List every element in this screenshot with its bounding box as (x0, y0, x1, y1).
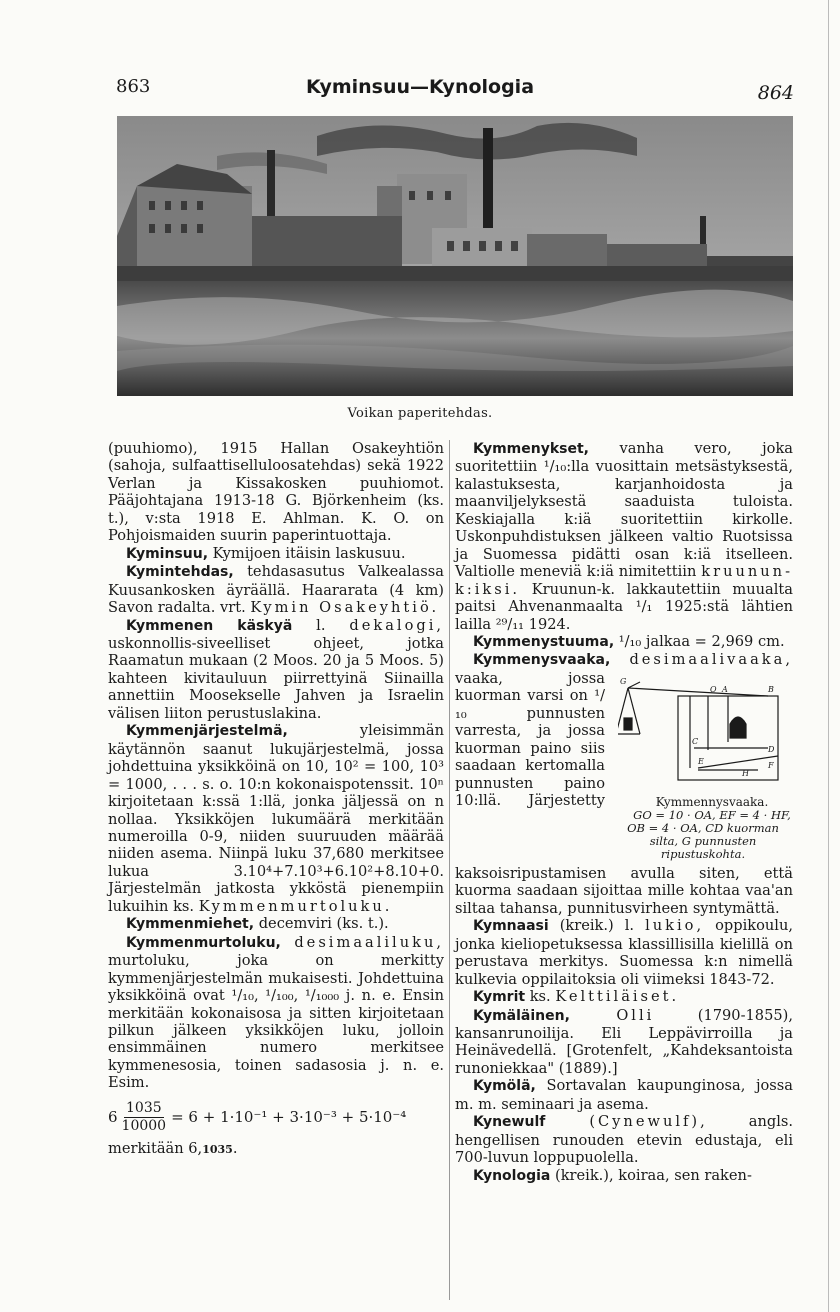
page-number-left: 863 (116, 76, 151, 97)
entry-kymmenykset: Kymmenykset, vanha vero, joka suoritettiin ¹/₁₀:lla vuosittain metsästyksestä, kalastuksesta, karjanhoidosta ja maanviljelyksestä saaduista tuloista. Keskiajalla k:iä suoritettiin kirkolle. Uskonpuhdistuksen jälkeen valtio Ruotsissa ja Suomessa pidätti osan k:iä itselleen. Valtiolle meneviä k:iä nimitettiin kruunun-k:iksi. Kruunun-k. lakkautettiin muualta paitsi Ahvenanmaalta ¹/₁ 1925:stä lähtien lailla ²⁹/₁₁ 1924. (455, 440, 793, 633)
entry-kymmenysvaaka: Kymmenysvaaka, desimaalivaaka, G O A B E D C F H Kymmennysvaaka. GO = 10 · OA, EF = 4 · HF, OB = 4 · OA, CD kuorman silta, G punnusten ripustuskohta. vaaka, jossa kuorman varsi on ¹/₁₀ punnusten varresta, ja jossa kuorman paino siis saadaan kertomalla punnusten paino 10:llä. Järjestetty kaksoisripustamisen avulla siten, että kuorma saadaan sijoittaa mille kohtaa vaa'an siltaa tahansa, punnitusvirheen syntymättä. (455, 651, 793, 917)
page-title: Kyminsuu—Kynologia (305, 76, 535, 98)
entry-kymmenmiehet: Kymmenmiehet, decemviri (ks. t.). (126, 915, 389, 933)
entry-kymmenystuuma: Kymmenystuuma, ¹/₁₀ jalkaa = 2,969 cm. (473, 632, 785, 650)
entry-kymmenmurtoluku: Kymmenmurtoluku, desimaaliluku, murtoluku, joka on merkitty kymmenjärjestelmän mukaisesti. Johdettuina yksikköinä ovat ¹/₁₀, ¹/₁₀₀, ¹/₁₀₀₀ j. n. e. Ensin merkitään kokonaisosa ja sitten kirjoitetaan pilkun jälkeen yksikköjen luku, jolloin ensimmäinen numero merkitsee kymmenesosia, toinen sadasosia j. n. e. Esim. (108, 933, 444, 1092)
scale-figure (613, 672, 793, 861)
entry-kymmenen-kaskya: Kymmenen käskyä l. dekalogi, uskonnollis-siveelliset ohjeet, jotka Raamatun mukaan (2 Moos. 20 ja 5 Moos. 5) kahteen kivitauluun piirrettyinä Siinailla annettiin Moosekselle Jahven ja Israelin välisen liiton perustuslakina. (108, 616, 444, 722)
figure-title: Kymmennysvaaka. (655, 794, 769, 809)
entry-kymintehdas: Kymintehdas, tehdasasutus Valkealassa Kuusankosken äyräällä. Haararata (4 km) Savon radalta. vrt. Kymin Osakeyhtiö. (108, 563, 444, 617)
running-head (0, 74, 840, 104)
scale-diagram (618, 672, 788, 792)
svg-text:A: A (722, 684, 728, 694)
right-column (455, 440, 793, 1185)
entry-kynologia: Kynologia (kreik.), koiraa, sen raken- (473, 1166, 752, 1184)
figure-caption: GO = 10 · OA, EF = 4 · HF, OB = 4 · OA, CD kuorman silta, G punnusten ripustuskohta. (627, 807, 791, 861)
svg-text:G: G (620, 676, 627, 686)
factory-photo (117, 116, 793, 396)
svg-text:D: D (768, 744, 775, 754)
formula-fraction: $\frac{1035}{10000}$ (121, 1099, 167, 1135)
svg-text:C: C (692, 736, 699, 746)
svg-text:B: B (768, 684, 774, 694)
entry-kyminsuu: Kyminsuu, Kymijoen itäisin laskusuu. (126, 544, 406, 562)
entry-kymalainen: Kymäläinen, Olli (1790-1855), kansanrunoilija. Eli Leppävirroilla ja Heinävedellä. [Grotenfelt, „Kahdeksantoista runoniekkaa" (1889).] (455, 1006, 793, 1077)
svg-text:F: F (768, 760, 774, 770)
page-number-right: 864 (757, 82, 794, 104)
entry-kymmenjarjestelma: Kymmenjärjestelmä, yleisimmän käytännön saanut lukujärjestelmä, jossa johdettuina yksikköinä on 10, 10² = 100, 10³ = 1000, . . . s. o. 10:n kokonaispotenssit. 10ⁿ kirjoitetaan k:ssä 1:llä, jonka jäljessä on n nollaa. Yksikköjen lukumäärä merkitään numeroilla 0-9, niiden suuruuden määrää niiden asema. Niinpä luku 37,680 merkitsee lukua 3.10⁴+7.10³+6.10²+8.10+0. Järjestelmän jatkosta ykköstä pienempiin lukuihin ks. Kymmenmurtoluku. (108, 722, 444, 915)
svg-text:H: H (742, 768, 749, 778)
entry-kynewulf: Kynewulf (Cynewulf), angls. hengellisen runouden etevin edustaja, eli 700-luvun loppupuolella. (455, 1113, 793, 1167)
page-edge-right (828, 0, 829, 1312)
paragraph-continued: (puuhiomo), 1915 Hallan Osakeyhtiön (sahoja, sulfaattiselluloosatehdas) sekä 1922 Verlan ja Kissakosken puuhiomot. Pääjohtajana 1913-18 G. Björkenheim (ks. t.), v:sta 1918 E. Ahlman. K. O. on Pohjoismaiden suurin paperintuottaja. (108, 440, 444, 545)
left-column (108, 440, 444, 1158)
entry-kymrit: Kymrit ks. Kelttiläiset. (473, 988, 680, 1006)
svg-text:E: E (698, 756, 704, 766)
photo-caption: Voikan paperitehdas. (347, 406, 493, 421)
entry-kymola: Kymölä, Sortavalan kaupunginosa, jossa m. m. seminaari ja asema. (455, 1077, 793, 1113)
entry-kymnaasi: Kymnaasi (kreik.) l. lukio, oppikoulu, jonka kieliopetuksessa klassillisilla kielillä on perustava merkitys. Suomessa k:n nimellä kulkevia oppilaitoksia oli viimeksi 1843-72. (455, 917, 793, 988)
svg-text:O: O (710, 684, 717, 694)
formula-result: merkitään 6,1035. (108, 1139, 238, 1157)
decimal-formula: 6 $\frac{1035}{10000}$ = 6 + 1·10⁻¹ + 3·10⁻³ + 5·10⁻⁴ (108, 1099, 407, 1135)
column-divider (449, 440, 450, 1300)
